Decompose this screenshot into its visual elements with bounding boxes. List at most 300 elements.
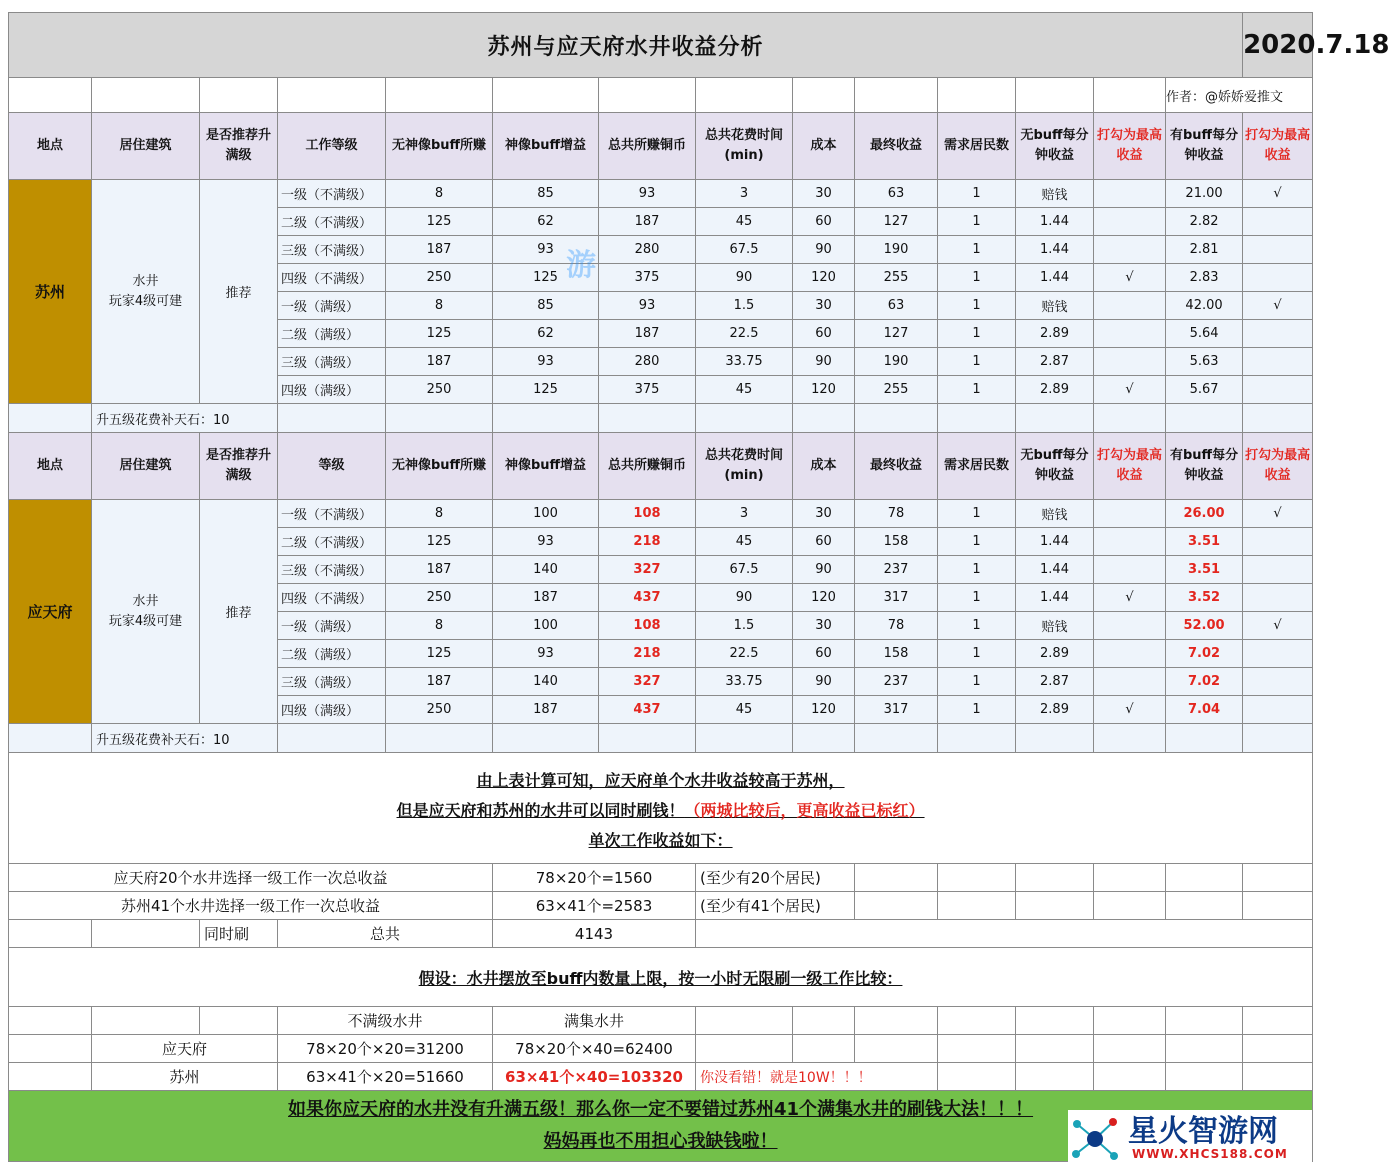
value-cell: 280: [599, 236, 696, 264]
empty-cell: [1016, 724, 1094, 753]
value-cell: 1.44: [1016, 236, 1094, 264]
value-cell: 8: [386, 612, 493, 640]
value-cell: 93: [493, 348, 599, 376]
value-cell: 63: [855, 180, 938, 208]
empty-cell: [696, 1007, 793, 1035]
value-cell: 1: [938, 180, 1016, 208]
compare-comment: 你没看错！就是10W！！！: [696, 1063, 938, 1091]
value-cell: 42.00: [1166, 292, 1243, 320]
empty-cell: [599, 724, 696, 753]
empty-cell: [793, 724, 855, 753]
value-cell: 317: [855, 584, 938, 612]
summary-line3: 单次工作收益如下：: [588, 831, 733, 850]
value-cell: 26.00: [1166, 500, 1243, 528]
empty-cell: [855, 1007, 938, 1035]
column-header: 神像buff增益: [493, 433, 599, 500]
value-cell: 3.52: [1166, 584, 1243, 612]
value-cell: 108: [599, 500, 696, 528]
level-cell: 三级（满级）: [278, 348, 386, 376]
empty-cell: [793, 1035, 855, 1063]
column-header: 成本: [793, 113, 855, 180]
level-cell: 三级（不满级）: [278, 236, 386, 264]
empty-cell: [386, 724, 493, 753]
value-cell: 1: [938, 292, 1016, 320]
summary-line1: 由上表计算可知，应天府单个水井收益较高于苏州，: [476, 771, 845, 790]
level-cell: 一级（满级）: [278, 292, 386, 320]
value-cell: 2.87: [1016, 668, 1094, 696]
value-cell: 7.02: [1166, 640, 1243, 668]
empty-cell: [855, 892, 938, 920]
empty-cell: [493, 78, 599, 113]
empty-cell: [855, 724, 938, 753]
column-header: 工作等级: [278, 113, 386, 180]
value-cell: 250: [386, 376, 493, 404]
empty-cell: [599, 78, 696, 113]
footer-line2: 妈妈再也不用担心我缺钱啦！: [543, 1131, 778, 1152]
empty-cell: [92, 920, 200, 948]
value-cell: 62: [493, 320, 599, 348]
value-cell: 3: [696, 500, 793, 528]
empty-cell: [1094, 892, 1166, 920]
single-work-calc: 63×41个=2583: [493, 892, 696, 920]
value-cell: 1: [938, 556, 1016, 584]
value-cell: 1: [938, 264, 1016, 292]
empty-cell: [793, 78, 855, 113]
value-cell: [1243, 320, 1313, 348]
value-cell: 90: [793, 668, 855, 696]
single-work-label: 苏州41个水井选择一级工作一次总收益: [9, 892, 493, 920]
value-cell: 30: [793, 612, 855, 640]
value-cell: 93: [599, 180, 696, 208]
summary-line2: 但是应天府和苏州的水井可以同时刷钱！: [396, 801, 685, 820]
value-cell: 45: [696, 208, 793, 236]
recommend-cell: 推荐: [200, 500, 278, 724]
column-header: 有buff每分钟收益: [1166, 433, 1243, 500]
value-cell: 60: [793, 640, 855, 668]
single-work-calc: 78×20个=1560: [493, 864, 696, 892]
value-cell: 1: [938, 528, 1016, 556]
empty-cell: [793, 1007, 855, 1035]
author-credit: 作者：@娇娇爱推文: [1166, 78, 1313, 113]
empty-cell: [938, 724, 1016, 753]
value-cell: 8: [386, 292, 493, 320]
empty-cell: [938, 864, 1016, 892]
building-cell: 水井 玩家4级可建: [92, 500, 200, 724]
empty-cell: [855, 78, 938, 113]
value-cell: 125: [493, 376, 599, 404]
empty-cell: [9, 1007, 92, 1035]
empty-cell: [1016, 864, 1094, 892]
column-header: 需求居民数: [938, 433, 1016, 500]
value-cell: 190: [855, 348, 938, 376]
empty-cell: [938, 1007, 1016, 1035]
column-header: 居住建筑: [92, 433, 200, 500]
value-cell: 158: [855, 640, 938, 668]
value-cell: 8: [386, 500, 493, 528]
value-cell: 327: [599, 668, 696, 696]
empty-cell: [696, 78, 793, 113]
value-cell: 22.5: [696, 320, 793, 348]
level-cell: 二级（不满级）: [278, 528, 386, 556]
value-cell: [1094, 612, 1166, 640]
value-cell: 90: [793, 236, 855, 264]
hypothesis: 假设：水井摆放至buff内数量上限，按一小时无限刷一级工作比较：: [9, 948, 1313, 1007]
empty-cell: [938, 78, 1016, 113]
value-cell: 127: [855, 208, 938, 236]
value-cell: 250: [386, 584, 493, 612]
value-cell: 437: [599, 584, 696, 612]
value-cell: 93: [493, 528, 599, 556]
summary-line2-highlight: （两城比较后，更高收益已标红）: [684, 801, 925, 820]
cell: [9, 1063, 92, 1091]
value-cell: 30: [793, 180, 855, 208]
compare-v1: 78×20个×20=31200: [278, 1035, 493, 1063]
empty-cell: [1166, 724, 1243, 753]
sheet-date: 2020.7.18: [1243, 13, 1313, 78]
level-cell: 二级（不满级）: [278, 208, 386, 236]
value-cell: 2.83: [1166, 264, 1243, 292]
level-cell: 一级（满级）: [278, 612, 386, 640]
column-header: 等级: [278, 433, 386, 500]
value-cell: 21.00: [1166, 180, 1243, 208]
value-cell: 125: [386, 208, 493, 236]
column-header: 打勾为最高收益: [1094, 433, 1166, 500]
value-cell: 30: [793, 292, 855, 320]
value-cell: 33.75: [696, 668, 793, 696]
value-cell: [1094, 292, 1166, 320]
value-cell: 62: [493, 208, 599, 236]
column-header: 地点: [9, 433, 92, 500]
value-cell: 187: [386, 236, 493, 264]
column-header: 最终收益: [855, 433, 938, 500]
compare-city: 应天府: [92, 1035, 278, 1063]
level-cell: 三级（不满级）: [278, 556, 386, 584]
value-cell: 90: [696, 584, 793, 612]
column-header: 神像buff增益: [493, 113, 599, 180]
empty-cell: [599, 404, 696, 433]
empty-cell: [278, 404, 386, 433]
value-cell: 375: [599, 376, 696, 404]
value-cell: 85: [493, 180, 599, 208]
sheet-title: 苏州与应天府水井收益分析: [9, 13, 1243, 78]
value-cell: [1243, 348, 1313, 376]
empty-cell: [696, 404, 793, 433]
value-cell: 187: [493, 584, 599, 612]
value-cell: [1094, 320, 1166, 348]
cell: [9, 404, 92, 433]
value-cell: [1243, 236, 1313, 264]
value-cell: 7.02: [1166, 668, 1243, 696]
value-cell: [1094, 668, 1166, 696]
value-cell: 1.44: [1016, 584, 1094, 612]
empty-cell: [1094, 1035, 1166, 1063]
value-cell: [1094, 180, 1166, 208]
value-cell: 赔钱: [1016, 292, 1094, 320]
value-cell: √: [1243, 180, 1313, 208]
empty-cell: [9, 920, 92, 948]
value-cell: √: [1243, 612, 1313, 640]
column-header: 总共所赚铜币: [599, 113, 696, 180]
value-cell: 1: [938, 348, 1016, 376]
compare-v2: 63×41个×40=103320: [493, 1063, 696, 1091]
value-cell: √: [1094, 696, 1166, 724]
value-cell: 190: [855, 236, 938, 264]
value-cell: 1: [938, 376, 1016, 404]
value-cell: 2.87: [1016, 348, 1094, 376]
value-cell: 237: [855, 556, 938, 584]
empty-cell: [386, 78, 493, 113]
column-header: 无神像buff所赚: [386, 113, 493, 180]
value-cell: 30: [793, 500, 855, 528]
level-cell: 四级（满级）: [278, 696, 386, 724]
empty-cell: [1243, 892, 1313, 920]
column-header: 总共花费时间(min): [696, 433, 793, 500]
column-header: 打勾为最高收益: [1243, 433, 1313, 500]
column-header: 总共花费时间(min): [696, 113, 793, 180]
value-cell: 93: [493, 236, 599, 264]
empty-cell: [1243, 1035, 1313, 1063]
value-cell: [1094, 208, 1166, 236]
value-cell: 250: [386, 264, 493, 292]
column-header: 无buff每分钟收益: [1016, 433, 1094, 500]
empty-cell: [200, 78, 278, 113]
empty-cell: [938, 892, 1016, 920]
cell: [9, 1035, 92, 1063]
empty-cell: [1016, 78, 1094, 113]
value-cell: √: [1094, 584, 1166, 612]
value-cell: 187: [386, 348, 493, 376]
empty-cell: [386, 404, 493, 433]
value-cell: 187: [493, 696, 599, 724]
empty-cell: [9, 78, 92, 113]
value-cell: [1243, 556, 1313, 584]
level-cell: 四级（不满级）: [278, 264, 386, 292]
value-cell: 1.44: [1016, 264, 1094, 292]
empty-cell: [1016, 1035, 1094, 1063]
watermark: 游: [566, 248, 597, 283]
value-cell: 100: [493, 500, 599, 528]
value-cell: 1.44: [1016, 556, 1094, 584]
value-cell: 5.67: [1166, 376, 1243, 404]
value-cell: [1243, 528, 1313, 556]
value-cell: 67.5: [696, 556, 793, 584]
single-work-note: (至少有41个居民): [696, 892, 855, 920]
empty-cell: [855, 1035, 938, 1063]
value-cell: 1: [938, 208, 1016, 236]
column-header: 需求居民数: [938, 113, 1016, 180]
column-header: 无buff每分钟收益: [1016, 113, 1094, 180]
logo-url: WWW.XHCS188.COM: [1132, 1147, 1288, 1161]
value-cell: 3: [696, 180, 793, 208]
value-cell: 120: [793, 264, 855, 292]
compare-v2: 78×20个×40=62400: [493, 1035, 696, 1063]
empty-cell: [1016, 404, 1094, 433]
value-cell: [1094, 640, 1166, 668]
value-cell: 1: [938, 500, 1016, 528]
compare-col2: 满集水井: [493, 1007, 696, 1035]
value-cell: 317: [855, 696, 938, 724]
column-header: 最终收益: [855, 113, 938, 180]
simul-label: 同时刷: [200, 920, 278, 948]
value-cell: 3.51: [1166, 556, 1243, 584]
value-cell: [1243, 208, 1313, 236]
value-cell: [1094, 236, 1166, 264]
molecule-logo-icon: [1068, 1112, 1122, 1166]
value-cell: 127: [855, 320, 938, 348]
location-cell: 苏州: [9, 180, 92, 404]
value-cell: 2.82: [1166, 208, 1243, 236]
empty-cell: [696, 1035, 793, 1063]
column-header: 无神像buff所赚: [386, 433, 493, 500]
value-cell: 1: [938, 612, 1016, 640]
cell: [696, 920, 1313, 948]
value-cell: 85: [493, 292, 599, 320]
value-cell: 1: [938, 640, 1016, 668]
value-cell: [1094, 528, 1166, 556]
value-cell: [1243, 640, 1313, 668]
column-header: 居住建筑: [92, 113, 200, 180]
value-cell: 437: [599, 696, 696, 724]
level-cell: 一级（不满级）: [278, 500, 386, 528]
value-cell: 3.51: [1166, 528, 1243, 556]
value-cell: 2.89: [1016, 640, 1094, 668]
empty-cell: [278, 724, 386, 753]
value-cell: 60: [793, 208, 855, 236]
level-cell: 四级（满级）: [278, 376, 386, 404]
column-header: 打勾为最高收益: [1243, 113, 1313, 180]
value-cell: 60: [793, 320, 855, 348]
building-cell: 水井 玩家4级可建: [92, 180, 200, 404]
level-cell: 二级（满级）: [278, 320, 386, 348]
value-cell: 120: [793, 584, 855, 612]
empty-cell: [855, 864, 938, 892]
value-cell: [1094, 348, 1166, 376]
site-logo[interactable]: [1068, 1110, 1312, 1168]
empty-cell: [1166, 404, 1243, 433]
empty-cell: [92, 78, 200, 113]
column-header: 有buff每分钟收益: [1166, 113, 1243, 180]
revenue-sheet: [8, 12, 1389, 1162]
summary-text: [9, 753, 1313, 864]
value-cell: 1: [938, 236, 1016, 264]
value-cell: 93: [493, 640, 599, 668]
value-cell: 90: [793, 556, 855, 584]
recommend-cell: 推荐: [200, 180, 278, 404]
value-cell: 1: [938, 320, 1016, 348]
value-cell: 33.75: [696, 348, 793, 376]
value-cell: [1094, 500, 1166, 528]
value-cell: 187: [386, 556, 493, 584]
empty-cell: [1166, 1007, 1243, 1035]
single-work-note: (至少有20个居民): [696, 864, 855, 892]
empty-cell: [1094, 78, 1166, 113]
empty-cell: [1243, 864, 1313, 892]
value-cell: 67.5: [696, 236, 793, 264]
empty-cell: [855, 404, 938, 433]
value-cell: 45: [696, 528, 793, 556]
empty-cell: [938, 1035, 1016, 1063]
value-cell: 22.5: [696, 640, 793, 668]
upgrade-note: 升五级花费补天石：10: [92, 404, 278, 433]
value-cell: 125: [386, 640, 493, 668]
value-cell: 255: [855, 264, 938, 292]
value-cell: 375: [599, 264, 696, 292]
empty-cell: [1094, 864, 1166, 892]
column-header: 是否推荐升满级: [200, 433, 278, 500]
level-cell: 三级（满级）: [278, 668, 386, 696]
value-cell: 1.5: [696, 612, 793, 640]
value-cell: [1243, 376, 1313, 404]
level-cell: 二级（满级）: [278, 640, 386, 668]
location-cell: 应天府: [9, 500, 92, 724]
empty-cell: [1094, 1063, 1166, 1091]
empty-cell: [1166, 1063, 1243, 1091]
value-cell: 187: [386, 668, 493, 696]
empty-cell: [1094, 724, 1166, 753]
value-cell: 218: [599, 640, 696, 668]
upgrade-note: 升五级花费补天石：10: [92, 724, 278, 753]
value-cell: √: [1243, 500, 1313, 528]
value-cell: 63: [855, 292, 938, 320]
value-cell: 2.89: [1016, 320, 1094, 348]
empty-cell: [793, 404, 855, 433]
value-cell: 90: [793, 348, 855, 376]
compare-city: 苏州: [92, 1063, 278, 1091]
value-cell: √: [1094, 264, 1166, 292]
value-cell: 1.44: [1016, 528, 1094, 556]
empty-cell: [696, 724, 793, 753]
empty-cell: [1243, 1007, 1313, 1035]
column-header: 成本: [793, 433, 855, 500]
value-cell: 2.89: [1016, 696, 1094, 724]
empty-cell: [1094, 1007, 1166, 1035]
empty-cell: [938, 404, 1016, 433]
value-cell: 250: [386, 696, 493, 724]
value-cell: 100: [493, 612, 599, 640]
value-cell: 5.64: [1166, 320, 1243, 348]
value-cell: 1: [938, 696, 1016, 724]
empty-cell: [1166, 1035, 1243, 1063]
empty-cell: [1243, 1063, 1313, 1091]
empty-cell: [1243, 724, 1313, 753]
value-cell: 赔钱: [1016, 500, 1094, 528]
column-header: 地点: [9, 113, 92, 180]
empty-cell: [1243, 404, 1313, 433]
level-cell: 一级（不满级）: [278, 180, 386, 208]
value-cell: 120: [793, 376, 855, 404]
value-cell: 2.89: [1016, 376, 1094, 404]
compare-v1: 63×41个×20=51660: [278, 1063, 493, 1091]
empty-cell: [1016, 1063, 1094, 1091]
column-header: 总共所赚铜币: [599, 433, 696, 500]
value-cell: 60: [793, 528, 855, 556]
cell: [9, 724, 92, 753]
value-cell: [1243, 668, 1313, 696]
value-cell: 125: [386, 320, 493, 348]
empty-cell: [92, 1007, 200, 1035]
empty-cell: [938, 1063, 1016, 1091]
value-cell: 93: [599, 292, 696, 320]
value-cell: 1: [938, 668, 1016, 696]
empty-cell: [1166, 892, 1243, 920]
value-cell: 120: [793, 696, 855, 724]
value-cell: 90: [696, 264, 793, 292]
value-cell: [1243, 584, 1313, 612]
footer-line1: 如果你应天府的水井没有升满五级！那么你一定不要错过苏州41个满集水井的刷钱大法！！！: [288, 1099, 1034, 1120]
value-cell: 78: [855, 612, 938, 640]
value-cell: 158: [855, 528, 938, 556]
empty-cell: [493, 724, 599, 753]
